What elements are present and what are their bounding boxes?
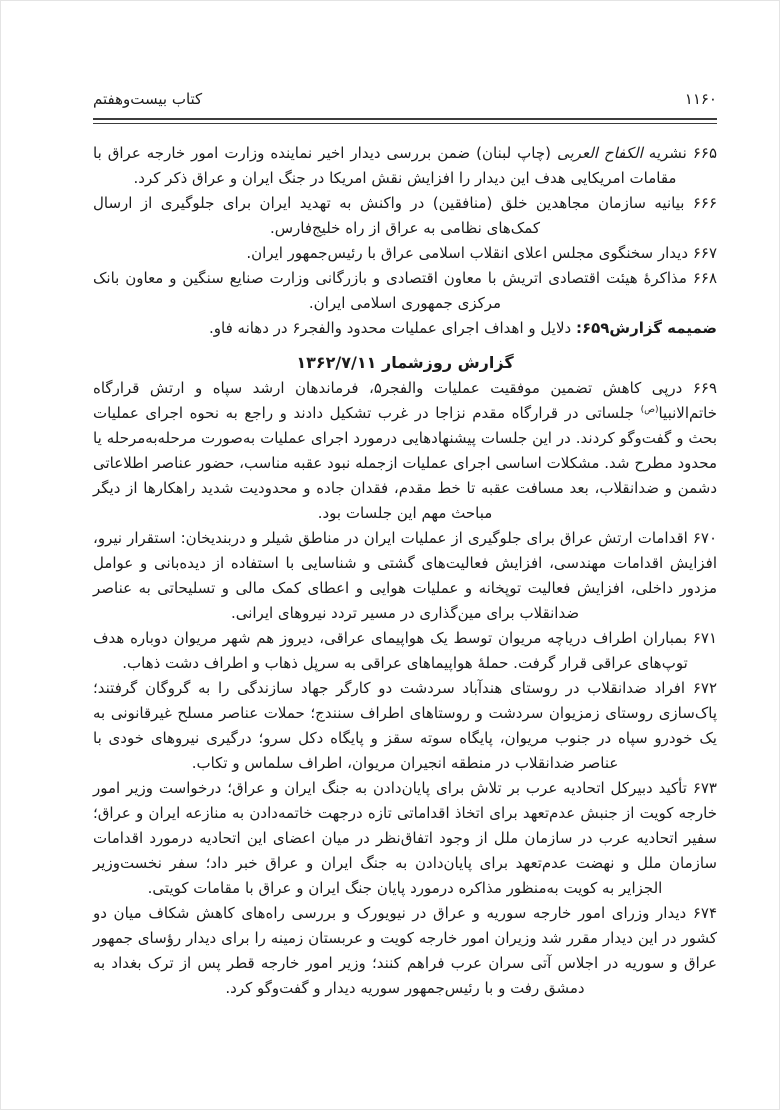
page-margin-box [1,1,779,1001]
entry-text: بیانیه سازمان مجاهدین خلق (منافقین) در واکنش به تهدید ایران برای جلوگیری از ارسال کمک‌های نظامی به عراق از راه خلیج‌فارس. [93,194,685,237]
entry [93,266,717,316]
entry-text: مذاکرهٔ هیئت اقتصادی اتریش با معاون اقتصادی و بازرگانی وزارت صنایع سنگین و معاون بانک مرکزی جمهوری اسلامی ایران. [93,269,687,312]
entry-text: افراد ضدانقلاب در روستای هندآباد سردشت دو کارگر جهاد سازندگی را به گروگان گرفتند؛ پاک‌سازی روستای زمزیوان سردشت و روستاهای اطراف سنندج؛ حملات عناصر مسلح غیرقانونی به یک خودرو سپاه در جنوب مریوان، پایگاه سوته سقز و پایگاه دکل سرو؛ درگیری نیروهای خودی با عناصر ضدانقلاب در منطقه انجیران مریوان، اطراف سلماس و تکاب. [93,679,717,772]
entry [93,776,717,901]
entry-text: تأکید دبیرکل اتحادیه عرب بر تلاش برای پایان‌دادن به جنگ ایران و عراق؛ درخواست وزیر امور خارجه کویت از جنبش عدم‌تعهد برای اتخاذ اقداماتی تازه درجهت خاتمه‌دادن به منازعه ایران و عراق؛ سفیر اتحادیه عرب در سازمان ملل از وجود اتفاق‌نظر در میان اعضای این اتحادیه درمورد اقدامات سازمان ملل و نهضت عدم‌تعهد برای پایان‌دادن به جنگ ایران و عراق خبر داد؛ سفر نخست‌وزیر الجزایر به کویت به‌منظور مذاکره درمورد پایان جنگ ایران و عراق با مقامات کویتی. [93,779,717,897]
honorific-superscript: (ص) [640,405,659,415]
entry [93,676,717,776]
section-heading: گزارش روزشمار ۱۳۶۲/۷/۱۱ [296,353,514,372]
entry [93,626,717,676]
page-header [93,87,717,111]
entry-number: ۶۶۸ [692,269,717,287]
publication-name: الکفاح العربی [557,144,643,162]
entry-text: اقدامات ارتش عراق برای جلوگیری از عملیات ایران در مناطق شیلر و دربندیخان: استقرار نیرو، افزایش اقدامات مهندسی، افزایش فعالیت‌های گشتی و شناسایی با استفاده از دیده‌بانی و عوامل مزدور داخلی، افزایش فعالیت توپخانه و عملیات هوایی و اعطای کمک مالی و تسلیحاتی به عناصر ضدانقلاب برای مین‌گذاری در مسیر تردد نیروهای ایرانی. [93,529,717,622]
entry-number: ۶۷۳ [692,779,717,797]
entry-number: ۶۶۵ [692,144,717,162]
entry [93,191,717,241]
entry-number: ۶۶۹ [692,379,717,397]
entry-text: دیدار سخنگوی مجلس اعلای انقلاب اسلامی عراق با رئیس‌جمهور ایران. [246,244,689,262]
entry-text: بمباران اطراف دریاچه مریوان توسط یک هواپیمای عراقی، دیروز هم شهر مریوان دوباره هدف توپ‌های عراقی قرار گرفت. حملهٔ هواپیماهای عراقی به سرپل ذهاب و اطراف دشت ذهاب. [93,629,688,672]
page-number: ۱۱۶۰ [684,90,717,108]
entry-text: نشریه [642,144,687,162]
entry-text: دیدار وزرای امور خارجه سوریه و عراق در نیویورک و بررسی راه‌های کاهش شکاف میان دو کشور در این دیدار مقرر شد وزیران امور خارجه کویت و عربستان زمینه را برای دیدار رؤسای جمهور عراق و سوریه در اجلاس آتی سران عرب فراهم کنند؛ وزیر امور خارجه قطر پس از ترک بغداد به دمشق رفت و با رئیس‌جمهور سوریه دیدار و گفت‌وگو کرد. [93,904,717,997]
entry-number: ۶۷۱ [692,629,717,647]
entry-text: جلساتی در قرارگاه مقدم نزاجا در غرب تشکیل دادند و راجع به نحوه اجرای عملیات بحث و گفت‌وگو کردند. در این جلسات پیشنهادهایی درمورد اجرای عملیات به‌صورت مرحله‌به‌مرحله یا محدود مطرح شد. مشکلات اساسی اجرای عملیات ازجمله نبود عقبه مناسب، حضور عناصر اطلاعاتی دشمن و ضدانقلاب، بعد مسافت عقبه تا خط مقدم، فقدان جاده و محدودیت شدید راهکارها از دیگر مباحث مهم این جلسات بود. [93,404,717,522]
entry [93,901,717,1001]
entry [93,376,717,526]
book-title: کتاب بیست‌وهفتم [93,90,203,108]
entry [93,526,717,626]
entry-number: ۶۷۰ [692,529,718,547]
entry-number: ۶۶۶ [692,194,717,212]
entry-text: دلایل و اهداف اجرای عملیات محدود والفجر۶ در دهانه فاو. [209,319,576,337]
entry-number: ۶۶۷ [692,244,717,262]
page-body [93,141,717,1001]
entry [93,241,717,266]
entry-number: ۶۷۲ [692,679,717,697]
entry-text: (چاپ لبنان) ضمن بررسی دیدار اخیر نماینده وزارت امور خارجه عراق با مقامات امریکایی هدف این دیدار را افزایش نقش امریکا در جنگ ایران و عراق ذکر کرد. [93,144,677,187]
header-rule [93,118,717,124]
entry-text: درپی کاهش تضمین موفقیت عملیات والفجر۵، فرماندهان ارشد سپاه و ارتش قرارگاه خاتم‌الانبیا [93,379,717,422]
entry-number: ۶۷۴ [692,904,717,922]
appendix-label: ضمیمه گزارش۶۵۹: [575,319,717,337]
appendix-entry [93,316,717,341]
entry [93,141,717,191]
